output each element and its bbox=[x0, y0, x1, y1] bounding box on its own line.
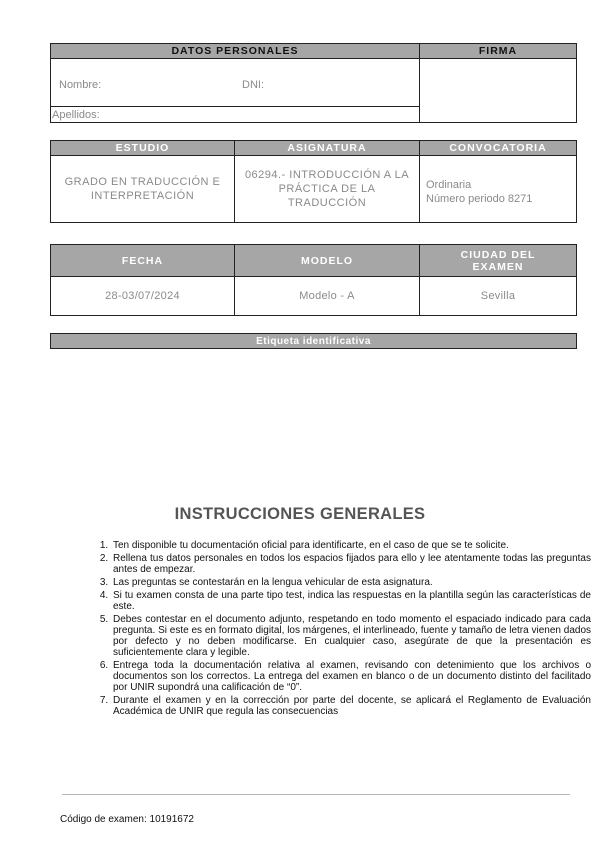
convocatoria-tipo: Ordinaria bbox=[426, 179, 472, 191]
instruction-item: 4. Si tu examen consta de una parte tipo test, indica las respuestas en la plantilla según las características de este. bbox=[111, 590, 591, 612]
modelo-header: MODELO bbox=[234, 244, 420, 277]
instructions-list bbox=[92, 540, 591, 719]
dni-label: DNI: bbox=[242, 79, 264, 91]
asignatura-value: 06294.- INTRODUCCIÓN A LA PRÁCTICA DE LA TRADUCCIÓN bbox=[234, 155, 420, 223]
estudio-value: GRADO EN TRADUCCIÓN E INTERPRETACIÓN bbox=[50, 155, 235, 223]
instructions-title: INSTRUCCIONES GENERALES bbox=[174, 505, 426, 523]
footer-divider bbox=[62, 794, 570, 795]
estudio-header: ESTUDIO bbox=[50, 140, 235, 156]
fecha-value: 28-03/07/2024 bbox=[50, 276, 235, 316]
instruction-item: 6. Entrega toda la documentación relativa al examen, revisando con detenimiento que los archivos o documentos son los correctos. La entrega del examen en blanco o de un documento distinto del facilitado por UNIR supondrá una calificación de “0”. bbox=[111, 660, 591, 693]
asignatura-header: ASIGNATURA bbox=[234, 140, 420, 156]
convocatoria-value bbox=[419, 155, 577, 223]
nombre-dni-field[interactable] bbox=[50, 58, 420, 107]
modelo-value: Modelo - A bbox=[234, 276, 420, 316]
instruction-item: 3. Las preguntas se contestarán en la lengua vehicular de esta asignatura. bbox=[111, 577, 591, 588]
firma-signature-box[interactable] bbox=[419, 58, 577, 123]
datos-personales-header: DATOS PERSONALES bbox=[50, 43, 420, 59]
nombre-label: Nombre: bbox=[59, 79, 102, 91]
instruction-item: 1. Ten disponible tu documentación oficial para identificarte, en el caso de que se te solicite. bbox=[111, 540, 591, 551]
firma-header: FIRMA bbox=[419, 43, 577, 59]
convocatoria-periodo: Número periodo 8271 bbox=[426, 193, 533, 205]
apellidos-field[interactable] bbox=[50, 106, 420, 123]
ciudad-header: CIUDAD DEL EXAMEN bbox=[419, 244, 577, 277]
instruction-item: 5. Debes contestar en el documento adjunto, respetando en todo momento el espaciado indicado para cada pregunta. Si este es en formato digital, los márgenes, el interlineado, fuente y tamaño de letra vienen dados por defecto y no deben modificarse. En cualquier caso, asegúrate de que la presentación es suficientemente clara y legible. bbox=[111, 614, 591, 658]
fecha-header: FECHA bbox=[50, 244, 235, 277]
etiqueta-identificativa-bar: Etiqueta identificativa bbox=[50, 333, 577, 349]
ciudad-value: Sevilla bbox=[419, 276, 577, 316]
instruction-item: 7. Durante el examen y en la corrección por parte del docente, se aplicará el Reglamento de Evaluación Académica de UNIR que regula las consecuencias bbox=[111, 695, 591, 717]
exam-code: Código de examen: 10191672 bbox=[60, 814, 194, 825]
convocatoria-header: CONVOCATORIA bbox=[419, 140, 577, 156]
instruction-item: 2. Rellena tus datos personales en todos los espacios fijados para ello y lee atentamente todas las preguntas antes de empezar. bbox=[111, 553, 591, 575]
apellidos-label: Apellidos: bbox=[52, 109, 100, 121]
